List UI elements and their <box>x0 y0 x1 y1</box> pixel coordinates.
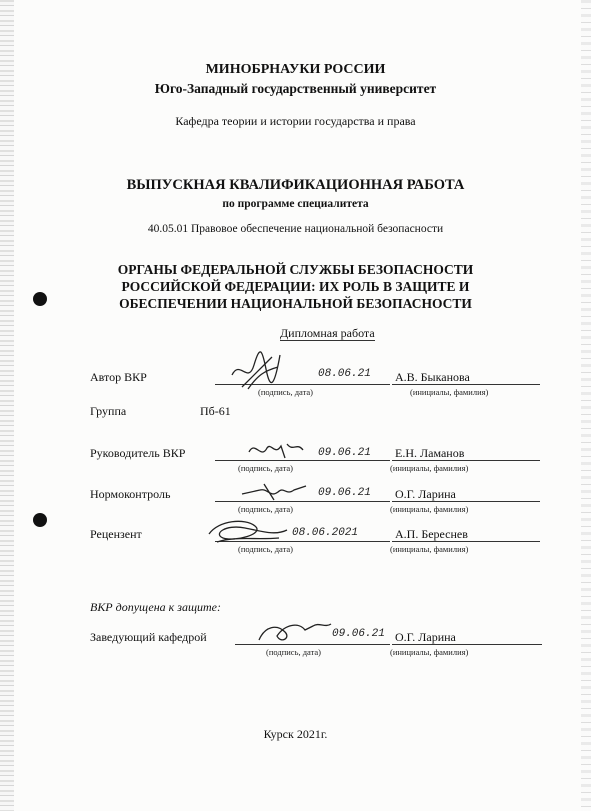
head-sign-hint: (подпись, дата) <box>266 647 322 657</box>
punch-hole-bottom <box>33 513 47 527</box>
author-sign-hint: (подпись, дата) <box>258 387 314 397</box>
supervisor-sign-date: 09.06.21 <box>318 447 371 459</box>
supervisor-name: Е.Н. Ламанов <box>395 446 465 460</box>
head-name-line <box>392 644 542 645</box>
thesis-title-line: ОБЕСПЕЧЕНИИ НАЦИОНАЛЬНОЙ БЕЗОПАСНОСТИ <box>119 296 472 311</box>
supervisor-name-hint: (инициалы, фамилия) <box>390 463 469 473</box>
work-type: ВЫПУСКНАЯ КВАЛИФИКАЦИОННАЯ РАБОТА <box>126 177 465 193</box>
reviewer-name: А.П. Береснев <box>395 527 468 541</box>
reviewer-sign-date: 08.06.2021 <box>292 527 359 539</box>
head-label: Заведующий кафедрой <box>90 630 207 644</box>
normcontrol-sign-hint: (подпись, дата) <box>238 504 294 514</box>
group-label: Группа <box>90 404 127 418</box>
normcontrol-sign-date: 09.06.21 <box>318 487 371 499</box>
normcontrol-name-hint: (инициалы, фамилия) <box>390 504 469 514</box>
thesis-title-line: РОССИЙСКОЙ ФЕДЕРАЦИИ: ИХ РОЛЬ В ЗАЩИТЕ И <box>121 279 470 294</box>
reviewer-label: Рецензент <box>90 527 142 541</box>
supervisor-name-line <box>392 460 540 461</box>
specialty: 40.05.01 Правовое обеспечение национальной безопасности <box>147 223 444 235</box>
reviewer-name-hint: (инициалы, фамилия) <box>390 544 469 554</box>
university-name: Юго-Западный государственный университет <box>154 81 437 96</box>
supervisor-label: Руководитель ВКР <box>90 446 186 460</box>
department-name: Кафедра теории и истории государства и права <box>175 114 416 128</box>
ministry-name: МИНОБРНАУКИ РОССИИ <box>205 62 386 77</box>
group-value: Пб-61 <box>200 404 231 418</box>
normcontrol-name: О.Г. Ларина <box>395 487 456 501</box>
supervisor-sign-hint: (подпись, дата) <box>238 463 294 473</box>
normcontrol-label: Нормоконтроль <box>90 487 171 501</box>
head-name: О.Г. Ларина <box>395 630 456 644</box>
reviewer-name-line <box>392 541 540 542</box>
thesis-title-line: ОРГАНЫ ФЕДЕРАЛЬНОЙ СЛУЖБЫ БЕЗОПАСНОСТИ <box>117 262 474 277</box>
author-sign-date: 08.06.21 <box>318 368 371 380</box>
work-kind: Дипломная работа <box>280 326 375 340</box>
author-label: Автор ВКР <box>90 370 147 384</box>
author-name: А.В. Быканова <box>395 370 470 384</box>
normcontrol-name-line <box>392 501 540 502</box>
author-signature <box>228 345 288 393</box>
admission-text: ВКР допущена к защите: <box>90 600 222 614</box>
normcontrol-signature <box>240 478 310 504</box>
thesis-title <box>0 261 591 312</box>
supervisor-signature <box>245 438 305 464</box>
head-signature <box>255 618 335 646</box>
program-type: по программе специалитета <box>222 198 369 210</box>
author-name-hint: (инициалы, фамилия) <box>410 387 489 397</box>
reviewer-sign-hint: (подпись, дата) <box>238 544 294 554</box>
author-name-line <box>392 384 540 385</box>
head-sign-date: 09.06.21 <box>332 628 385 640</box>
reviewer-signature <box>205 516 290 546</box>
city-year: Курск 2021г. <box>263 727 328 741</box>
head-name-hint: (инициалы, фамилия) <box>390 647 469 657</box>
